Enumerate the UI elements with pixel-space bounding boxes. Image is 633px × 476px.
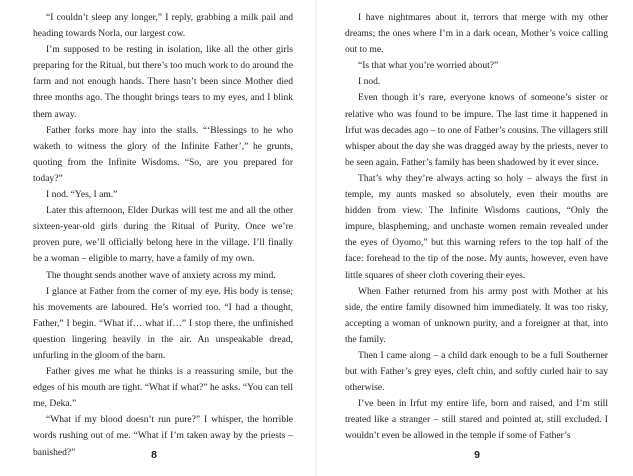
paragraph: Father gives me what he thinks is a reassuring smile, but the edges of his mouth are tight. “What if what?” he asks. “You can tell me, Deka.” <box>33 366 293 410</box>
paragraph: I nod. <box>358 76 381 88</box>
paragraph: I nod. “Yes, I am.” <box>46 189 118 201</box>
page-number: 9 <box>474 449 480 461</box>
paragraph: “What if my blood doesn’t run pure?” I whisper, the horrible words rushing out of me. “What if I’m taken away by the priests – banished?” <box>33 414 293 458</box>
paragraph: The thought sends another wave of anxiety across my mind. <box>46 269 276 281</box>
paragraph: I have nightmares about it, terrors that merge with my other dreams; the ones where I’m in a dark ocean, Mother’s voice calling out to me. <box>345 12 608 56</box>
paragraph: Father forks more hay into the stalls. “‘Blessings to he who waketh to witness the glory of the Infinite Father’,” he grunts, quoting from the Infinite Wisdoms. “So, are you prepared for today?” <box>33 124 293 184</box>
left-page-text <box>33 10 293 461</box>
paragraph: I’ve been in Irfut my entire life, born and raised, and I’m still treated like a stranger – still stared and pointed at, still excluded. I wouldn’t even be allowed in the temple if some of Father’s <box>345 398 608 442</box>
right-page <box>317 0 633 476</box>
paragraph: “I couldn’t sleep any longer,” I reply, grabbing a milk pail and heading towards Norla, our largest cow. <box>33 12 293 40</box>
page-number: 8 <box>151 449 157 461</box>
paragraph: “Is that what you’re worried about?” <box>358 60 499 72</box>
paragraph: Later this afternoon, Elder Durkas will test me and all the other sixteen-year-old girls during the Ritual of Purity. Once we’re proven pure, we’ll officially belong here in the village. I’ll finally be a woman – eligible to marry, have a family of my own. <box>33 205 293 265</box>
paragraph: Then I came along – a child dark enough to be a full Southerner but with Father’s grey eyes, cleft chin, and softly curled hair to say otherwise. <box>345 349 608 394</box>
paragraph: I’m supposed to be resting in isolation, like all the other girls preparing for the Ritual, but there’s too much work to do around the farm and not enough hands. There hasn’t been since Mother died three months ago. The thought brings tears to my eyes, and I blink them away. <box>33 44 293 120</box>
paragraph: I glance at Father from the corner of my eye. His body is tense; his movements are laboured. He’s worried too. “I had a thought, Father,” I begin. “What if… what if…” I stop there, the unfinished question lingering heavily in the air. An unspeakable dread, unfurling in the gloom of the barn. <box>33 285 293 361</box>
right-page-text <box>345 10 608 445</box>
paragraph: When Father returned from his army post with Mother at his side, the entire family disowned him immediately. It was too risky, accepting a woman of unknown purity, and a foreigner at that, into the family. <box>345 285 608 345</box>
paragraph: Even though it’s rare, everyone knows of someone’s sister or relative who was found to be impure. The last time it happened in Irfut was decades ago – to one of Father’s cousins. The villagers still whisper about the day she was dragged away by the priests, never to be seen again. Father’s family has been shadowed by it ever since. <box>345 92 608 168</box>
paragraph: That’s why they’re always acting so holy – always the first in temple, my aunts masked so absolutely, even their mouths are hidden from view. The Infinite Wisdoms cautions, “Only the impure, blaspheming, and unchaste women remain revealed under the eyes of Oyomo,” but this warning refers to the top half of the face: forehead to the tip of the nose. My aunts, however, even have little squares of sheer cloth covering their eyes. <box>345 172 608 281</box>
left-page <box>0 0 316 476</box>
